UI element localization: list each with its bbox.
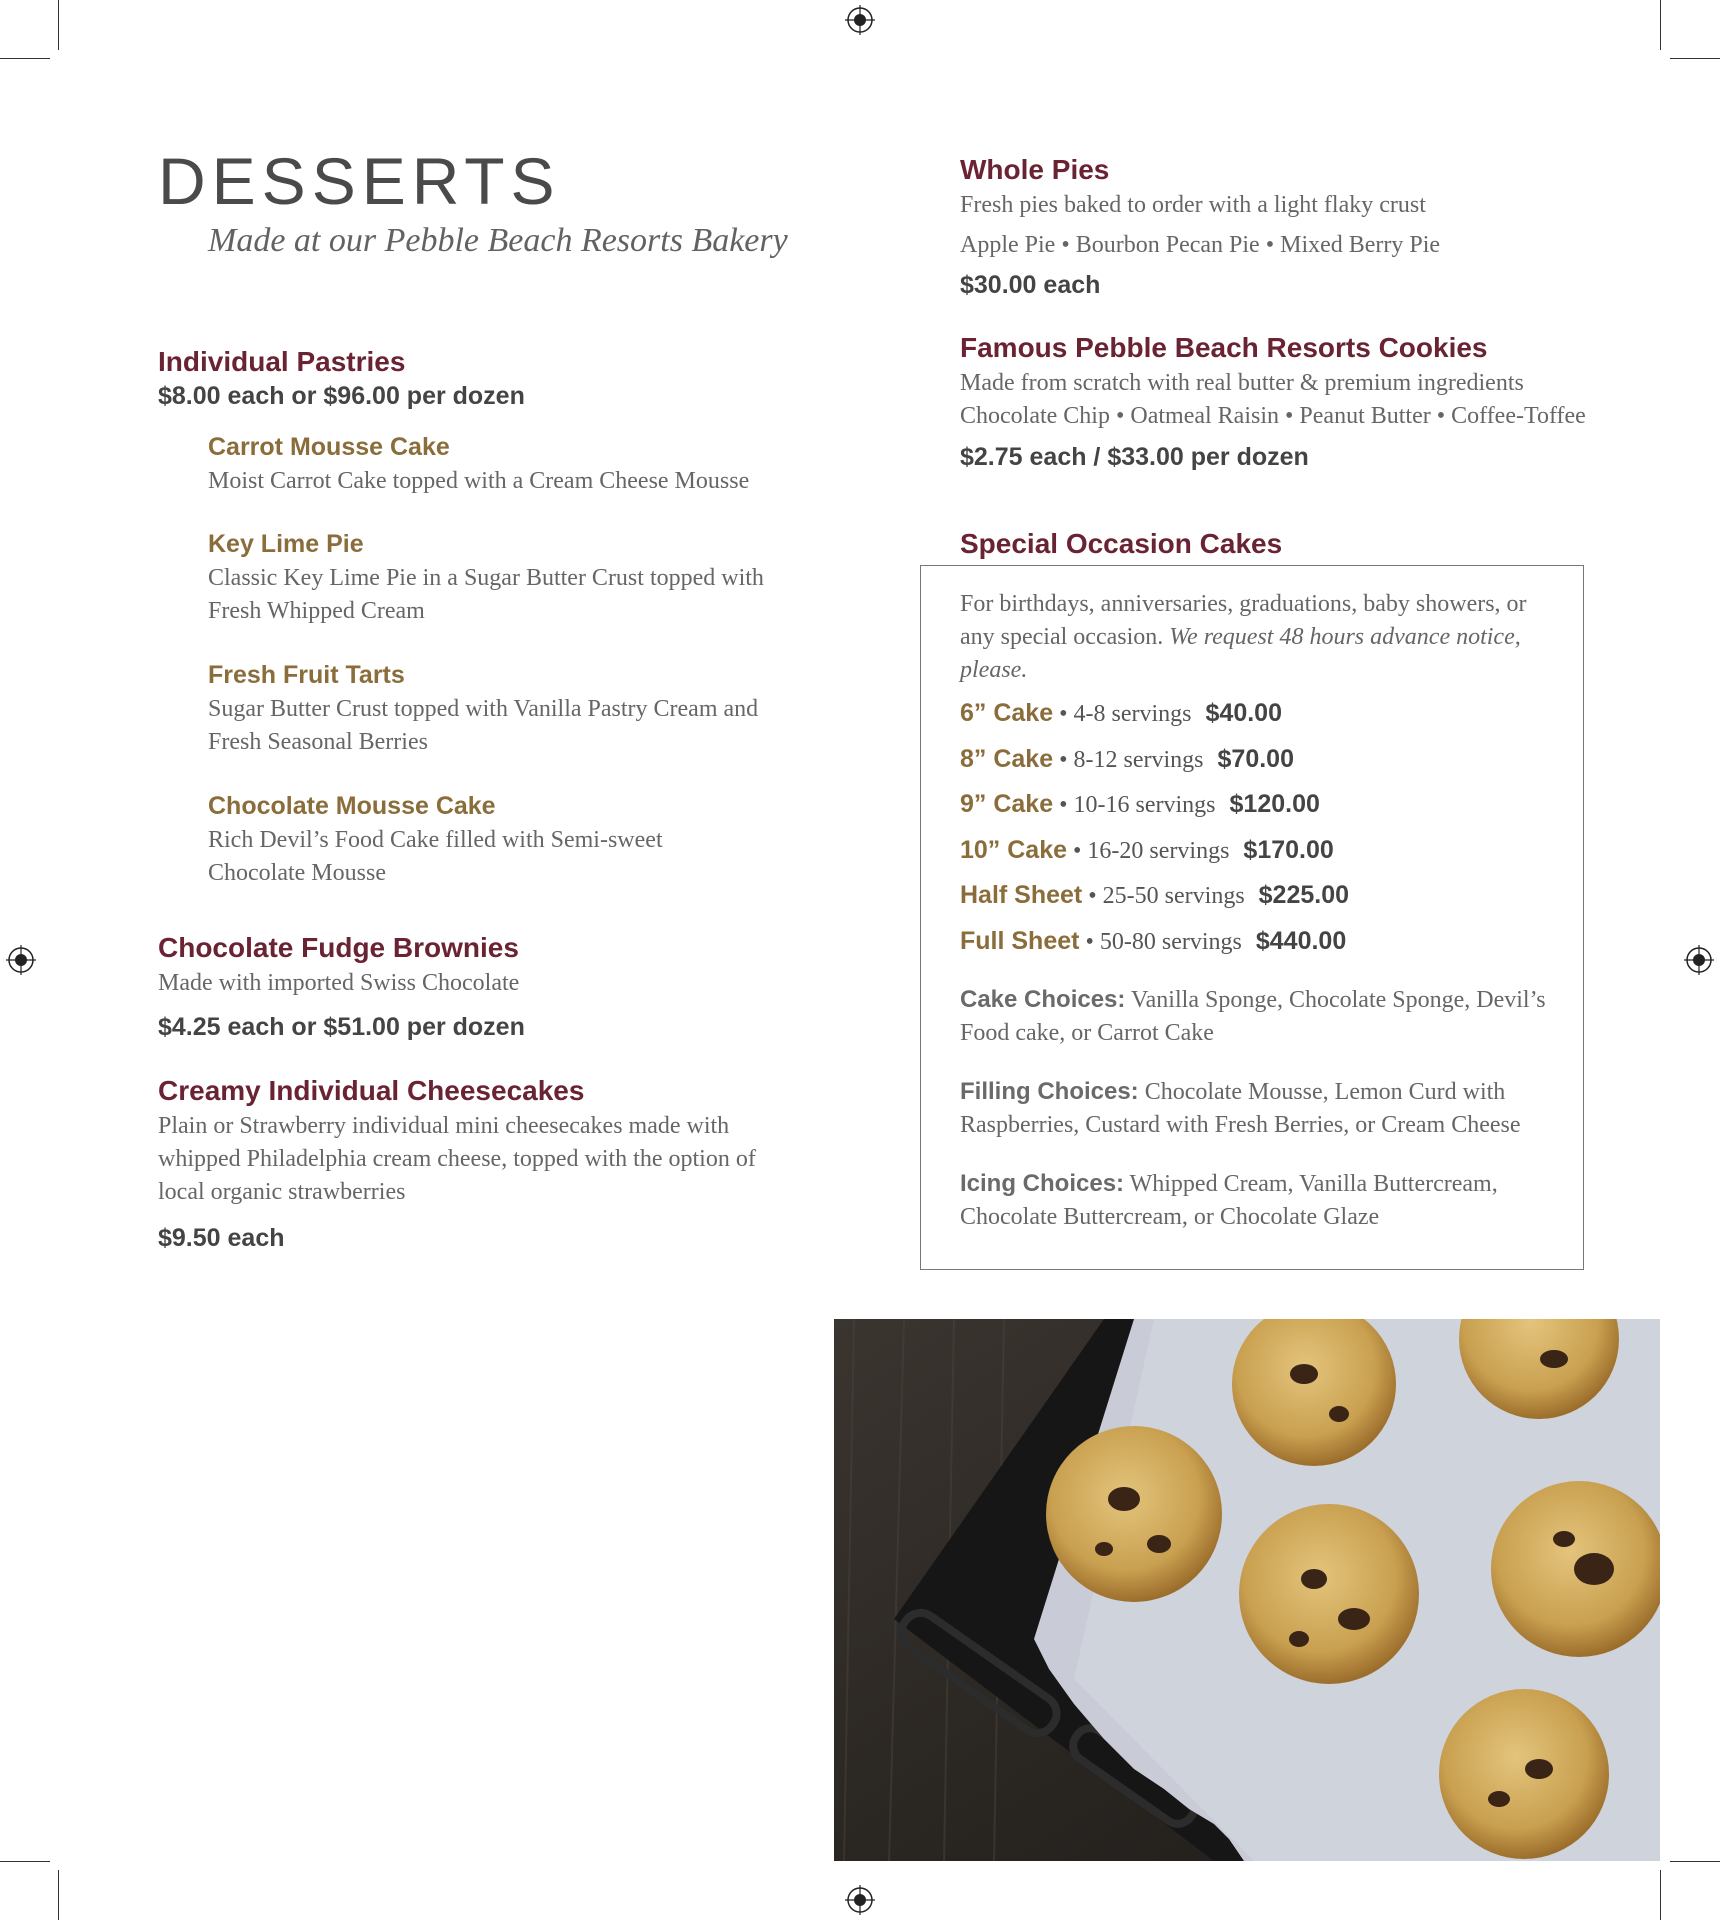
brownies-price: $4.25 each or $51.00 per dozen — [158, 1013, 525, 1041]
item-desc-carrot-mousse-cake: Moist Carrot Cake topped with a Cream Cheese Mousse — [208, 468, 750, 494]
crop-mark — [0, 1861, 50, 1862]
cookies-photo — [834, 1319, 1660, 1861]
cake-size-row — [960, 745, 1294, 774]
cake-size: 6” Cake — [960, 699, 1054, 727]
item-title-fresh-fruit-tarts: Fresh Fruit Tarts — [208, 661, 405, 689]
icing-choices — [960, 1167, 1560, 1234]
crop-mark — [58, 0, 59, 50]
page-subtitle: Made at our Pebble Beach Resorts Bakery — [208, 222, 788, 259]
cake-servings: • 10-16 servings — [1059, 792, 1216, 818]
crop-mark — [1670, 1861, 1720, 1862]
cake-size-row — [960, 881, 1349, 910]
crop-mark — [1670, 58, 1720, 59]
cake-servings: • 4-8 servings — [1059, 701, 1192, 727]
cake-size: 10” Cake — [960, 836, 1068, 864]
cake-price: $70.00 — [1217, 745, 1294, 773]
cake-size-row — [960, 790, 1320, 819]
cheesecakes-price: $9.50 each — [158, 1224, 285, 1252]
crop-mark — [58, 1870, 59, 1920]
section-title-whole-pies: Whole Pies — [960, 154, 1110, 185]
cake-servings: • 50-80 servings — [1085, 929, 1242, 955]
crop-mark — [1660, 0, 1661, 50]
cake-servings: • 8-12 servings — [1059, 747, 1204, 773]
cake-size: Full Sheet — [960, 927, 1080, 955]
cake-servings: • 16-20 servings — [1073, 838, 1230, 864]
cake-size-row — [960, 836, 1334, 865]
cake-price: $40.00 — [1205, 699, 1282, 727]
cake-price: $170.00 — [1243, 836, 1334, 864]
section-title-cheesecakes: Creamy Individual Cheesecakes — [158, 1075, 585, 1106]
cake-price: $440.00 — [1255, 927, 1347, 955]
registration-mark-icon — [845, 1885, 875, 1915]
registration-mark-icon — [845, 5, 875, 35]
cake-info-box — [920, 565, 1584, 1270]
choice-label: Cake Choices: — [960, 986, 1126, 1013]
section-title-individual-pastries: Individual Pastries — [158, 346, 406, 377]
crop-mark — [0, 58, 50, 59]
item-title-chocolate-mousse-cake: Chocolate Mousse Cake — [208, 792, 496, 820]
choice-text: Whipped Cream, Vanilla Buttercream, Chocolate Buttercream, or Chocolate Glaze — [960, 1171, 1498, 1230]
section-title-brownies: Chocolate Fudge Brownies — [158, 932, 519, 963]
pies-price: $30.00 each — [960, 271, 1101, 299]
cookies-price: $2.75 each / $33.00 per dozen — [960, 443, 1309, 471]
pastries-price: $8.00 each or $96.00 per dozen — [158, 382, 525, 410]
section-title-cookies: Famous Pebble Beach Resorts Cookies — [960, 332, 1488, 363]
registration-mark-icon — [1684, 945, 1714, 975]
choice-text: Chocolate Mousse, Lemon Curd with Raspberries, Custard with Fresh Berries, or Cream Cheese — [960, 1079, 1521, 1138]
crop-mark — [1660, 1870, 1661, 1920]
choice-text: Vanilla Sponge, Chocolate Sponge, Devil’s Food cake, or Carrot Cake — [960, 987, 1546, 1046]
brownies-desc: Made with imported Swiss Chocolate — [158, 970, 520, 996]
cake-choices — [960, 983, 1560, 1050]
cookies-desc: Made from scratch with real butter & premium ingredients — [960, 370, 1524, 396]
pies-desc: Fresh pies baked to order with a light flaky crust — [960, 192, 1426, 218]
page-title: DESSERTS — [158, 144, 561, 218]
item-desc-key-lime-pie: Classic Key Lime Pie in a Sugar Butter Crust topped with Fresh Whipped Cream — [208, 565, 764, 624]
item-desc-chocolate-mousse-cake: Rich Devil’s Food Cake filled with Semi-sweet Chocolate Mousse — [208, 827, 663, 886]
cake-size: 9” Cake — [960, 790, 1054, 818]
filling-choices — [960, 1075, 1560, 1142]
cheesecakes-desc: Plain or Strawberry individual mini cheesecakes made with whipped Philadelphia cream cheese, topped with the option of local organic strawberries — [158, 1113, 756, 1205]
choice-label: Icing Choices: — [960, 1170, 1125, 1197]
pies-varieties: Apple Pie • Bourbon Pecan Pie • Mixed Berry Pie — [960, 232, 1441, 258]
cakes-intro — [960, 588, 1540, 687]
cake-price: $225.00 — [1258, 881, 1350, 909]
cake-size-row — [960, 699, 1282, 728]
choice-label: Filling Choices: — [960, 1078, 1139, 1105]
cake-size-row — [960, 927, 1346, 956]
item-title-carrot-mousse-cake: Carrot Mousse Cake — [208, 433, 450, 461]
cake-size: 8” Cake — [960, 745, 1054, 773]
item-desc-fresh-fruit-tarts: Sugar Butter Crust topped with Vanilla Pastry Cream and Fresh Seasonal Berries — [208, 696, 759, 755]
cake-servings: • 25-50 servings — [1088, 883, 1245, 909]
item-title-key-lime-pie: Key Lime Pie — [208, 530, 364, 558]
cakes-notice: We request 48 hours advance notice, please. — [960, 624, 1521, 683]
section-title-special-occasion-cakes: Special Occasion Cakes — [960, 528, 1283, 559]
cookies-on-baking-sheet-icon — [834, 1319, 1660, 1861]
cakes-intro-text: For birthdays, anniversaries, graduations, baby showers, or any special occasion. — [960, 591, 1527, 650]
cake-size: Half Sheet — [960, 881, 1083, 909]
cookies-varieties: Chocolate Chip • Oatmeal Raisin • Peanut Butter • Coffee-Toffee — [960, 403, 1586, 429]
registration-mark-icon — [6, 945, 36, 975]
cake-price: $120.00 — [1229, 790, 1320, 818]
